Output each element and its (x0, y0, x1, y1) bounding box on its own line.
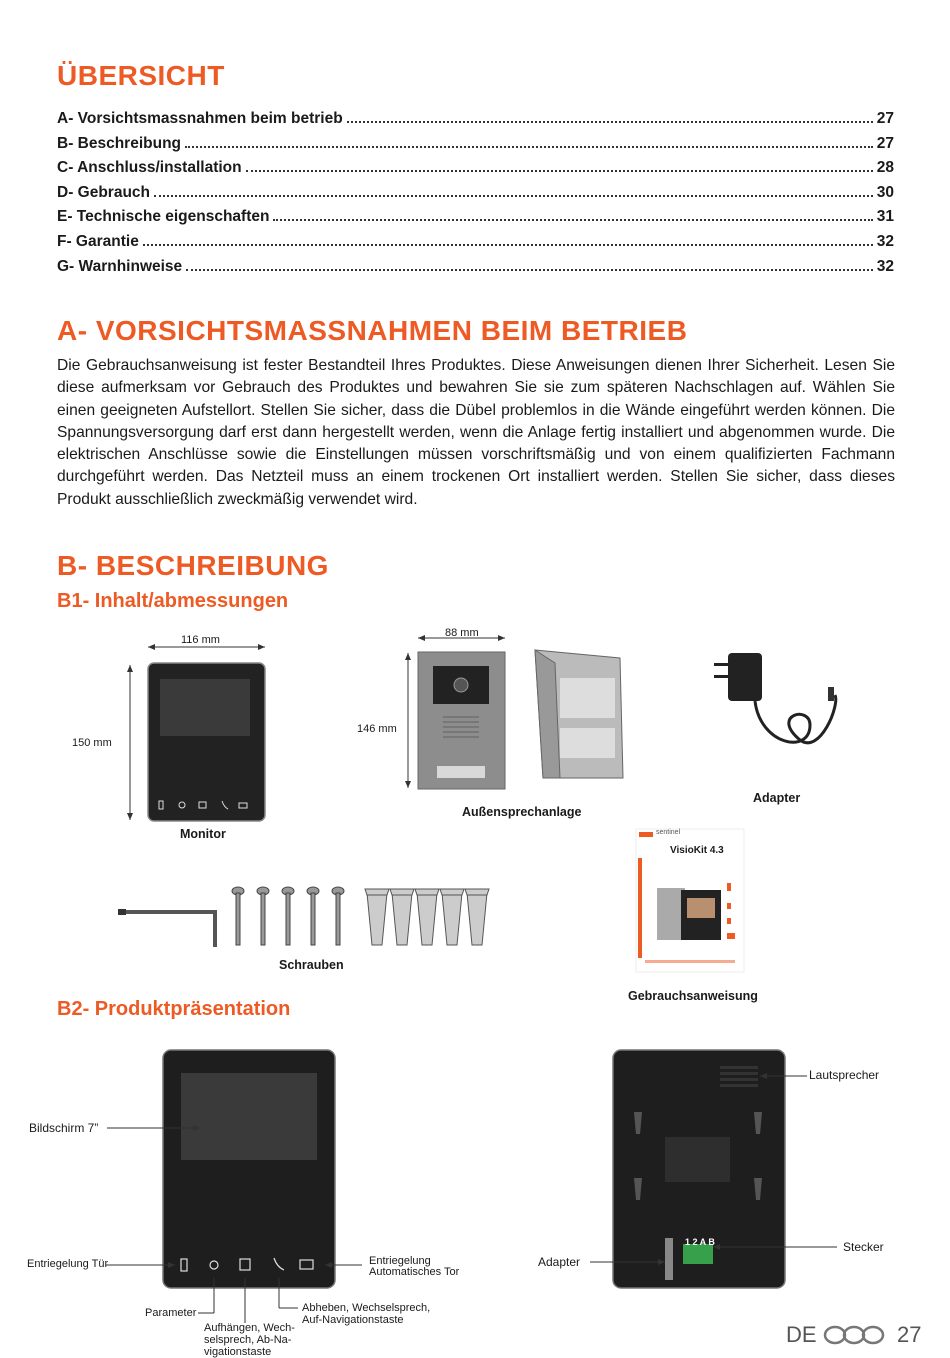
label-hangup-1: Aufhängen, Wech- (204, 1322, 295, 1334)
section-a-title: A- VORSICHTSMASSNAHMEN BEIM BETRIEB (57, 315, 688, 346)
toc-leader-dots (186, 269, 873, 271)
label-speaker: Lautsprecher (809, 1068, 880, 1082)
toc-entry-label: E- Technische eigenschaften (57, 208, 270, 226)
label-gate-unlock-1: Entriegelung (369, 1255, 431, 1267)
toc-leader-dots (273, 219, 872, 221)
label-gate-unlock-2: Automatisches Tor (369, 1266, 460, 1278)
label-door-unlock: Entriegelung Tür (27, 1258, 109, 1270)
toc-entry-label: D- Gebrauch (57, 183, 151, 201)
label-answer-1: Abheben, Wechselsprech, (302, 1302, 431, 1314)
toc-leader-dots (185, 146, 873, 148)
toc-entry[interactable] (57, 233, 894, 258)
toc-leader-dots (143, 244, 873, 246)
toc-entry[interactable] (57, 110, 894, 135)
manual-brand: sentinel (656, 829, 681, 836)
toc-entry-label: G- Warnhinweise (57, 257, 183, 275)
toc-leader-dots (154, 195, 873, 197)
toc-entry-label: A- Vorsichtsmassnahmen beim betrieb (57, 110, 343, 127)
manual-caption: Gebrauchsanweisung (628, 989, 758, 1003)
toc-entry-page: 28 (876, 159, 894, 177)
outdoor-height: 146 mm (357, 723, 397, 735)
toc-leader-dots (246, 170, 873, 172)
toc-entry-page: 27 (876, 110, 894, 127)
b1-title: B1- Inhalt/abmessungen (57, 590, 289, 612)
monitor-height: 150 mm (72, 737, 112, 749)
label-answer-2: Auf-Navigationstaste (302, 1314, 404, 1326)
toc-entry-page: 31 (876, 208, 894, 226)
screws-caption: Schrauben (279, 958, 344, 972)
brand-logo-icon (822, 1322, 886, 1348)
toc-entry-label: B- Beschreibung (57, 134, 182, 152)
toc-entry-label: F- Garantie (57, 232, 139, 250)
adapter-figure (700, 645, 850, 765)
toc-title: ÜBERSICHT (57, 60, 225, 91)
label-parameter: Parameter (145, 1307, 197, 1319)
outdoor-unit-figure (395, 628, 635, 798)
toc-entry[interactable] (57, 135, 894, 160)
label-hangup-3: vigationstaste (204, 1346, 272, 1358)
label-connector: Stecker (843, 1240, 884, 1254)
toc-leader-dots (347, 121, 873, 123)
b2-title: B2- Produktpräsentation (57, 998, 291, 1020)
footer-lang: DE (786, 1322, 817, 1347)
toc-entry-page: 27 (876, 134, 894, 152)
monitor-width: 116 mm (181, 634, 220, 646)
outdoor-caption: Außensprechanlage (462, 805, 582, 819)
section-b-title: B- BESCHREIBUNG (57, 550, 329, 581)
toc-entry[interactable] (57, 258, 894, 283)
adapter-caption: Adapter (753, 791, 801, 805)
label-terminals: 1 2 A B (685, 1237, 715, 1247)
outdoor-width: 88 mm (445, 627, 479, 639)
section-a-text: Die Gebrauchsanweisung ist fester Bestandteil Ihres Produktes. Diese Anweisungen dienen Ihrer Sicherheit. Lesen Sie diese aufmerksam vor Gebrauch des Produktes und bewahren Sie sie zum späteren Nachschlagen auf. Wählen Sie einen geeigneten Aufstellort. Stellen Sie sicher, dass die Dübel problemlos in die Wände eingeführt werden können. Die Spannungsversorgung darf erst dann hergestellt werden, wenn die Anlage fertig installiert und abgenommen wurde. Die elektrischen Anschlüsse sowie die Einstellungen müssen vorschriftsmäßig und von einem qualifizierten Fachmann durchgeführt werden. Das Netzteil muss an einem trockenen Ort installiert werden. Stellen Sie sicher, dass dieses Produkt ausschließlich zweckmäßig verwendet wird. (57, 357, 895, 508)
footer-page: 27 (897, 1322, 922, 1347)
toc-list (57, 110, 894, 282)
label-hangup-2: selsprech, Ab-Na- (204, 1334, 292, 1346)
label-adapter: Adapter (538, 1255, 581, 1269)
monitor-figure (60, 625, 290, 845)
toc-entry-page: 32 (876, 232, 894, 250)
toc-entry[interactable] (57, 208, 894, 233)
toc-entry[interactable] (57, 159, 894, 184)
toc-entry[interactable] (57, 184, 894, 209)
manual-product: VisioKit 4.3 (670, 845, 724, 856)
toc-entry-label: C- Anschluss/installation (57, 159, 242, 177)
toc-entry-page: 32 (876, 257, 894, 275)
toc-entry-page: 30 (876, 183, 894, 201)
screws-figure (115, 885, 500, 950)
monitor-caption: Monitor (180, 827, 226, 841)
label-screen: Bildschirm 7” (29, 1121, 99, 1135)
